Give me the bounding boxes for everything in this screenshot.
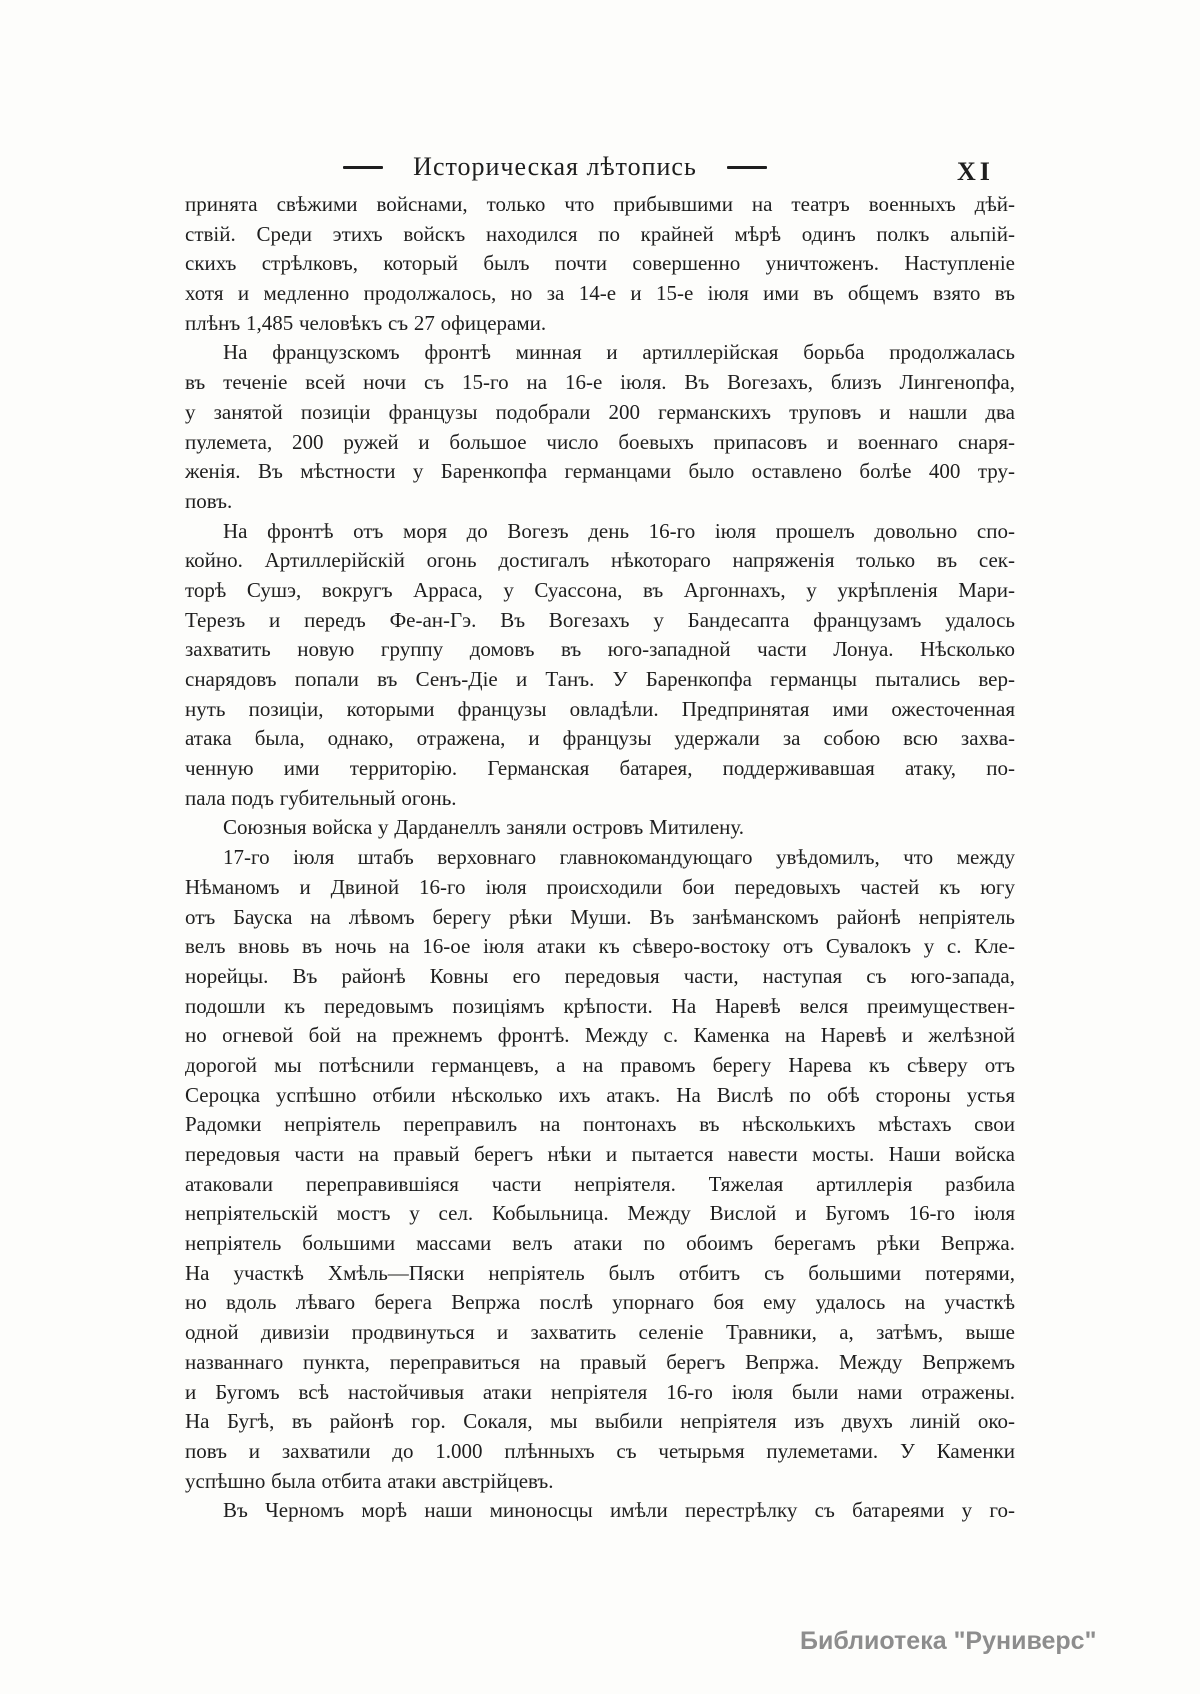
text-line: передовыя части на правый берегъ нѣки и пытается навести мосты. Наши войска xyxy=(185,1142,1015,1166)
text-line: койно. Артиллерійскій огонь достигалъ нѣкотораго напряженія только въ сек- xyxy=(185,548,1015,573)
text-line: дорогой мы потѣснили германцевъ, а на правомъ берегу Нарева къ сѣверу отъ xyxy=(185,1052,1015,1077)
text-line: непріятельскій мостъ у сел. Кобыльница. Между Вислой и Бугомъ 16-го іюля xyxy=(185,1201,1015,1226)
text-line: одной дивизіи продвинуться и захватить селеніе Травники, а, затѣмъ, выше xyxy=(185,1320,1015,1345)
page-header-title: Историческая лѣтопись xyxy=(413,152,697,181)
text-line: ствій. Среди этихъ войскъ находился по крайней мѣрѣ одинъ полкъ альпій- xyxy=(185,221,1015,246)
page-number: XI xyxy=(957,157,994,186)
text-line: велъ вновь въ ночь на 16-ое іюля атаки къ сѣверо-востоку отъ Сувалокъ у с. Кле- xyxy=(185,934,1015,959)
text-line: въ теченіе всей ночи съ 15-го на 16-е іюля. Въ Вогезахъ, близъ Лингенопфа, xyxy=(185,370,1015,395)
text-line: подошли къ передовымъ позиціямъ крѣпости. На Наревѣ велся преимуществен- xyxy=(185,993,1015,1018)
text-line: пала подъ губительный огонь. xyxy=(185,785,457,810)
text-line: и Бугомъ всѣ настойчивыя атаки непріятеля 16-го іюля были нами отражены. xyxy=(185,1379,1015,1404)
header-rule-right xyxy=(727,166,767,169)
paragraph xyxy=(185,338,1015,516)
paragraph xyxy=(185,843,1015,1496)
text-line: атака была, однако, отражена, и французы удержали за собою всю захва- xyxy=(185,726,1015,751)
running-head xyxy=(140,152,970,182)
text-line: у занятой позиціи французы подобрали 200 германскихъ труповъ и нашли два xyxy=(185,399,1015,424)
text-line: Радомки непріятель переправилъ на понтонахъ въ нѣсколькихъ мѣстахъ свои xyxy=(185,1112,1015,1137)
page-body xyxy=(185,190,1015,1526)
text-line: норейцы. Въ районѣ Ковны его передовыя части, наступая съ юго-запада, xyxy=(185,963,1015,988)
paragraph xyxy=(185,1496,1015,1526)
text-line: атаковали переправившіяся части непріятеля. Тяжелая артиллерія разбила xyxy=(185,1171,1015,1196)
library-watermark: Библиотека "Руниверс" xyxy=(800,1627,1097,1655)
paragraph xyxy=(185,517,1015,814)
text-line: На французскомъ фронтѣ минная и артиллерійская борьба продолжалась xyxy=(223,340,1015,365)
text-line: названнаго пункта, переправиться на правый берегъ Вепржа. Между Вепржемъ xyxy=(185,1349,1015,1374)
text-line: повъ. xyxy=(185,488,233,513)
text-line: отъ Бауска на лѣвомъ берегу рѣки Муши. Въ занѣманскомъ районѣ непріятель xyxy=(185,904,1015,929)
text-line: женія. Въ мѣстности у Баренкопфа германцами было оставлено болѣе 400 тру- xyxy=(185,459,1015,484)
text-line: ченную ими территорію. Германская батарея, поддерживавшая атаку, по- xyxy=(185,756,1015,781)
text-line: 17-го іюля штабъ верховнаго главнокомандующаго увѣдомилъ, что между xyxy=(223,845,1015,870)
text-line: Нѣманомъ и Двиной 16-го іюля происходили бои передовыхъ частей къ югу xyxy=(185,874,1015,899)
paragraph xyxy=(185,813,1015,843)
text-line: хотя и медленно продолжалось, но за 14-е и 15-е іюля ими въ общемъ взято въ xyxy=(185,281,1015,306)
text-line: На участкѣ Хмѣль—Пяски непріятель былъ отбитъ съ большими потерями, xyxy=(185,1260,1015,1285)
text-line: пулемета, 200 ружей и большое число боевыхъ припасовъ и военнаго снаря- xyxy=(185,429,1015,454)
header-rule-left xyxy=(343,166,383,169)
text-line: снарядовъ попали въ Сенъ-Діе и Танъ. У Баренкопфа германцы пытались вер- xyxy=(185,667,1015,691)
text-line: принята свѣжими войснами, только что прибывшими на театръ военныхъ дѣй- xyxy=(185,192,1015,216)
text-line: Терезъ и передъ Фе-ан-Гэ. Въ Вогезахъ у Бандесапта французамъ удалось xyxy=(185,607,1015,632)
text-line: непріятель большими массами велъ атаки по обоимъ берегамъ рѣки Вепржа. xyxy=(185,1231,1015,1256)
text-line: повъ и захватили до 1.000 плѣнныхъ съ четырьмя пулеметами. У Каменки xyxy=(185,1438,1015,1463)
text-line: нуть позиціи, которыми французы овладѣли. Предпринятая ими ожесточенная xyxy=(185,696,1015,721)
text-line: плѣнъ 1,485 человѣкъ съ 27 офицерами. xyxy=(185,310,547,335)
text-line: На Бугѣ, въ районѣ гор. Сокаля, мы выбили непріятеля изъ двухъ линій око- xyxy=(185,1409,1015,1434)
text-line: но вдоль лѣваго берега Вепржа послѣ упорнаго боя ему удалось на участкѣ xyxy=(185,1290,1015,1315)
text-line: захватить новую группу домовъ въ юго-западной части Лонуа. Нѣсколько xyxy=(185,637,1015,662)
text-line: Союзныя войска у Дарданеллъ заняли островъ Митилену. xyxy=(223,815,745,840)
text-line: успѣшно была отбита атаки австрійцевъ. xyxy=(185,1468,554,1493)
text-line: На фронтѣ отъ моря до Вогезъ день 16-го іюля прошелъ довольно спо- xyxy=(223,518,1015,543)
text-line: Въ Черномъ морѣ наши миноносцы имѣли перестрѣлку съ батареями у го- xyxy=(223,1498,1015,1523)
paragraph xyxy=(185,190,1015,338)
text-line: торѣ Сушэ, вокругъ Арраса, у Суассона, въ Аргоннахъ, у укрѣпленія Мари- xyxy=(185,577,1015,602)
text-line: но огневой бой на прежнемъ фронтѣ. Между с. Каменка на Наревѣ и желѣзной xyxy=(185,1023,1015,1048)
text-line: скихъ стрѣлковъ, который былъ почти совершенно уничтоженъ. Наступленіе xyxy=(185,251,1015,276)
text-line: Сероцка успѣшно отбили нѣсколько ихъ атакъ. На Вислѣ по обѣ стороны устья xyxy=(185,1082,1015,1107)
